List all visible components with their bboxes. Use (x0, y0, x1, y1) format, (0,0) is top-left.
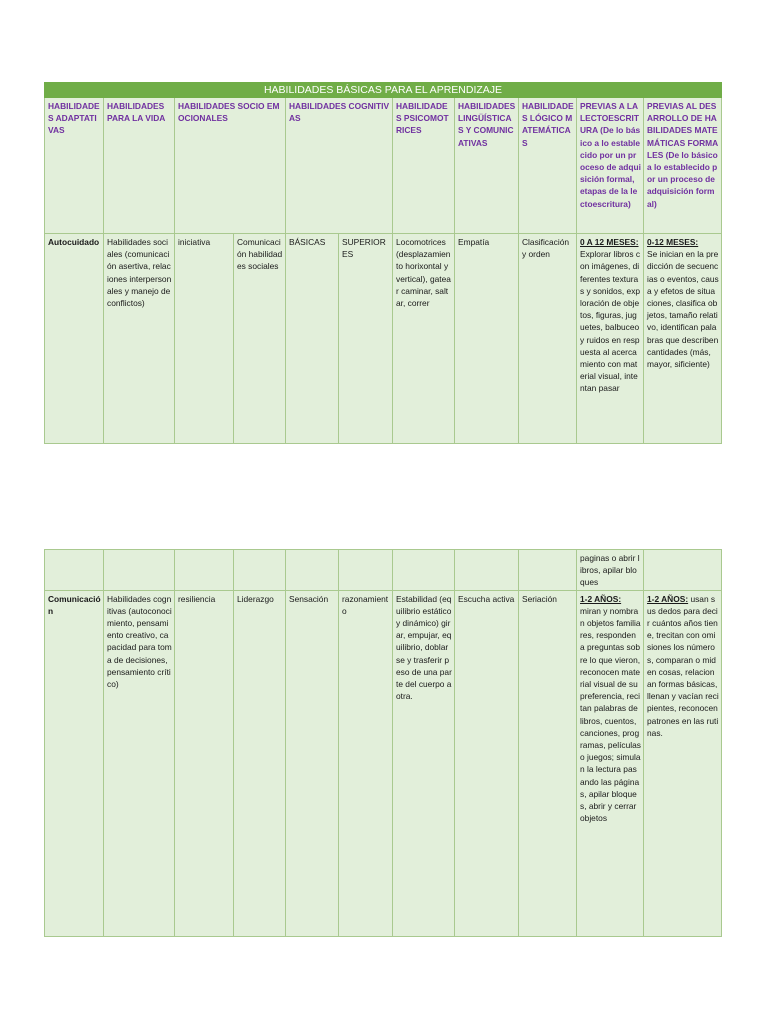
header-psicomotrices: HABILIDADES PSICOMOTRICES (393, 98, 455, 234)
row1-cog-b: SUPERIORES (339, 234, 393, 444)
row1-lecto (577, 234, 644, 444)
row2-socio-b: Liderazgo (234, 590, 286, 936)
row2-mate-text: usan sus dedos para decir cuántos años tiene, trecitan con omisiones los números, comparan o miden cosas, relacionan formas básicas,llenan y vacían recipientes, reconocen patrones en las rutinas. (647, 593, 719, 738)
header-vida: HABILIDADES PARA LA VIDA (104, 98, 175, 234)
row2-lecto-text: miran y nombran objetos familiares, responden a preguntas sobre lo que vieron, reconocen material visual de su preferencia, recitan palabras de libros, cuentos, canciones, programas, películas o juegos; simulan la lectura pasando las páginas, apilar bloques, abrir y cerrar objetos (580, 605, 641, 824)
row1-mate-text: Se inician en la predicción de secuencias o eventos, causa y efetos de situaciones, clasifica objetos, tamaño relativo, identifican palabras que describen cantidades (más, mayor, sificiente) (647, 249, 719, 370)
row1-psicomotriz: Locomotrices (desplazamiento horixontal y vertical), gatear caminar, saltar, correr (393, 234, 455, 444)
row1-socio-b: Comunicación habilidades sociales (234, 234, 286, 444)
row1-lecto-text: Explorar libros con imágenes, diferentes texturas y sonidos, exploración de objetos, figuras, juguetes, balbuceo y ruidos en respuesta al acercamiento con material visual, intentan pasar (580, 249, 641, 394)
cont-lecto: paginas o abrir libros, apilar bloques (577, 550, 644, 591)
skills-table-page-2 (44, 549, 722, 937)
table-title: HABILIDADES BÁSICAS PARA EL APRENDIZAJE (45, 83, 722, 98)
row2-cog-b: razonamiento (339, 590, 393, 936)
row1-logico: Clasificación y orden (519, 234, 577, 444)
row1-mate-heading: 0-12 MESES: (647, 237, 699, 247)
cont-empty-4 (234, 550, 286, 591)
skills-table-page-1 (44, 82, 722, 444)
row2-vida: Habilidades cognitivas (autoconocimiento, pensamiento creativo, capacidad para toma de decisiones, pensamiento crítico) (104, 590, 175, 936)
row1-linguistica: Empatía (455, 234, 519, 444)
cont-empty-9 (519, 550, 577, 591)
cont-empty-7 (393, 550, 455, 591)
row2-lecto-heading: 1-2 AÑOS: (580, 593, 622, 604)
row2-lecto (577, 590, 644, 936)
cont-empty-2 (104, 550, 175, 591)
row2-mate-heading: 1-2 AÑOS: (647, 593, 689, 604)
cont-empty-1 (45, 550, 104, 591)
cont-empty-11 (644, 550, 722, 591)
row1-vida: Habilidades sociales (comunicación asertiva, relaciones interpersonales y manejo de conflictos) (104, 234, 175, 444)
row1-socio-a: iniciativa (175, 234, 234, 444)
row2-psicomotriz: Estabilidad (equilibrio estático y dinámico) girar, empujar, equilibrio, doblarse y trasferir peso de una parte del cuerpo a otra. (393, 590, 455, 936)
header-logico: HABILIDADES LÓGICO MATEMÁTICAS (519, 98, 577, 234)
row2-linguistica: Escucha activa (455, 590, 519, 936)
row1-cog-a: BÁSICAS (286, 234, 339, 444)
cont-empty-8 (455, 550, 519, 591)
row2-adaptativa: Comunicación (45, 590, 104, 936)
header-previas-mate: PREVIAS AL DESARROLLO DE HABILIDADES MATEMÁTICAS FORMALES (De lo básico a lo establecido por un proceso de adquisición formal) (644, 98, 722, 234)
header-adaptativas: HABILIDADES ADAPTATIVAS (45, 98, 104, 234)
row2-socio-a: resiliencia (175, 590, 234, 936)
row1-adaptativa: Autocuidado (45, 234, 104, 444)
row2-cog-a: Sensación (286, 590, 339, 936)
header-previas-lecto: PREVIAS A LA LECTOESCRITURA (De lo básico a lo establecido por un proceso de adquisición formal, etapas de la lectoescritura) (577, 98, 644, 234)
row1-lecto-heading: 0 A 12 MESES: (580, 237, 639, 247)
cont-empty-3 (175, 550, 234, 591)
header-socioemocionales: HABILIDADES SOCIO EMOCIONALES (175, 98, 286, 234)
header-linguisticas: HABILIDADES LINGÜÍSTICAS Y COMUNICATIVAS (455, 98, 519, 234)
row2-logico: Seriación (519, 590, 577, 936)
header-cognitivas: HABILIDADES COGNITIVAS (286, 98, 393, 234)
row2-mate (644, 590, 722, 936)
row1-mate (644, 234, 722, 444)
cont-empty-6 (339, 550, 393, 591)
cont-empty-5 (286, 550, 339, 591)
